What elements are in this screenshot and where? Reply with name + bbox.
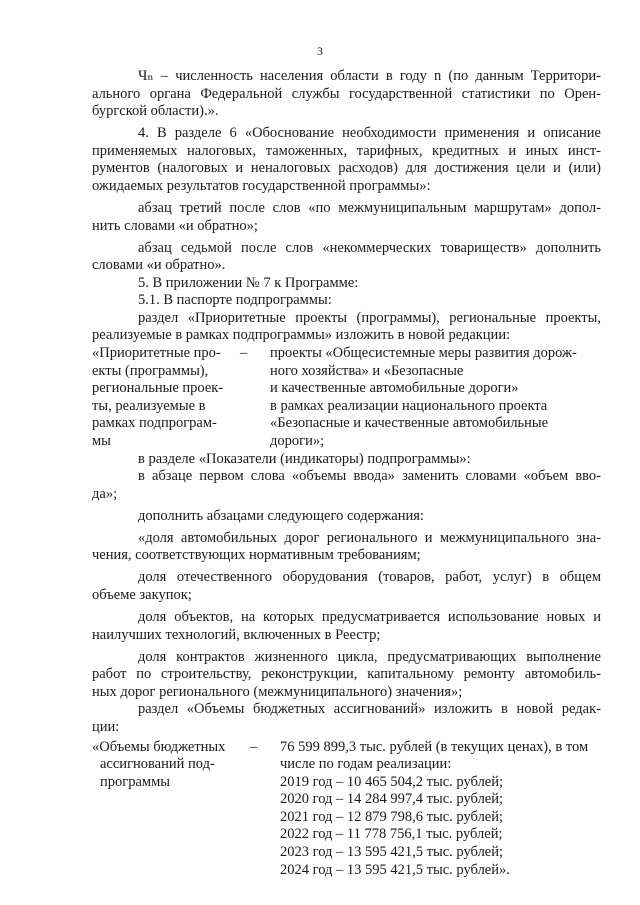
text-line: и качественные автомобильные дороги» (270, 380, 519, 397)
text-line: абзац седьмой после слов «некоммерческих товариществ» дополнить (138, 239, 601, 256)
paragraph-add-abzacs: дополнить абзацами следующего содержания: (138, 507, 424, 524)
text-line: ты, реализуемые в (92, 397, 206, 414)
text-line: в абзаце первом слова «объемы ввода» заменить словами «объем вво- (138, 468, 601, 485)
text-line: рументов (налоговых и неналоговых расходов) для достижения цели и (или) (92, 160, 601, 177)
text-line: 76 599 899,3 тыс. рублей (в текущих ценах), в том (280, 738, 589, 755)
paragraph-third-abzac (92, 200, 601, 235)
text-line: применяемых налоговых, таможенных, тарифных, кредитных и иных инст- (92, 142, 601, 159)
text-line: региональные проек- (92, 380, 224, 397)
paragraph-passport: 5.1. В паспорте подпрограммы: (138, 292, 332, 309)
budget-year-line: 2024 год – 13 595 421,5 тыс. рублей». (280, 861, 510, 878)
text-line: объеме закупок; (92, 586, 192, 603)
paragraph-indicators-section: в разделе «Показатели (индикаторы) подпрограммы»: (138, 450, 471, 467)
text-line: мы (92, 433, 111, 450)
text-line: доля контрактов жизненного цикла, предусматривающих выполнение (138, 648, 601, 665)
budget-table (92, 739, 601, 880)
text-line: абзац третий после слов «по межмуниципальным маршрутам» допол- (138, 199, 601, 216)
text-line: числе по годам реализации: (280, 756, 452, 773)
paragraph-contracts-share (92, 649, 601, 702)
text-line: работ по строительству, реконструкции, капитальному ремонту автомобиль- (92, 666, 601, 683)
budget-year-line: 2022 год – 11 778 756,1 тыс. рублей; (280, 826, 503, 843)
text-line: «Приоритетные про- (92, 345, 221, 362)
text-line: «Безопасные и качественные автомобильные (270, 415, 549, 432)
text-line: раздел «Объемы бюджетных ассигнований» изложить в новой редак- (138, 701, 601, 718)
budget-year-line: 2019 год – 10 465 504,2 тыс. рублей; (280, 773, 504, 790)
text-line: реализуемые в рамках подпрограммы» изложить в новой редакции: (92, 327, 511, 344)
paragraph-objects-share (92, 609, 601, 644)
text-line: ного хозяйства» и «Безопасные (270, 362, 464, 379)
text-line: ции: (92, 718, 120, 735)
text-line: доля отечественного оборудования (товаров, работ, услуг) в общем (138, 569, 601, 586)
budget-year-line: 2020 год – 14 284 997,4 тыс. рублей; (280, 791, 504, 808)
table-left-cell (92, 345, 234, 451)
text-line: ных дорог регионального (межмуниципального) значения»; (92, 683, 463, 700)
text-line: дороги»; (270, 433, 325, 450)
table-left-cell (92, 739, 234, 880)
text-line: ального органа Федеральной службы государственной статистики по Орен- (92, 85, 601, 102)
paragraph-first-abzac (92, 468, 601, 503)
paragraph-equipment-share (92, 569, 601, 604)
paragraph-priority-projects (92, 310, 601, 345)
table-dash: – (250, 738, 258, 755)
paragraph-budget-section (92, 701, 601, 736)
text-line: рамках подпрограм- (92, 415, 217, 432)
paragraph-appendix-7: 5. В приложении № 7 к Программе: (138, 274, 359, 291)
text-line: бургской области).». (92, 103, 219, 120)
text-line: раздел «Приоритетные проекты (программы), региональные проекты, (138, 309, 601, 326)
document-body (92, 68, 601, 879)
text-line: «доля автомобильных дорог регионального и межмуниципального зна- (138, 529, 601, 546)
text-line: нить словами «и обратно»; (92, 217, 258, 234)
paragraph-section-6 (92, 125, 601, 195)
text-line: «Объемы бюджетных (92, 738, 226, 755)
paragraph-seventh-abzac (92, 240, 601, 275)
text-line: екты (программы), (92, 362, 209, 379)
table-dash: – (240, 345, 248, 362)
paragraph-roads-share (92, 530, 601, 565)
table-right-cell (280, 739, 588, 880)
budget-year-line: 2023 год – 13 595 421,5 тыс. рублей; (280, 844, 504, 861)
text-line: ассигнований под- (100, 756, 215, 773)
text-line: в рамках реализации национального проекта (270, 397, 548, 414)
priority-projects-table (92, 345, 601, 451)
text-line: ожидаемых результатов государственной программы»: (92, 177, 431, 194)
text-line: наилучших технологий, включенных в Реестр; (92, 626, 381, 643)
text-line: чения, соответствующих нормативным требованиям; (92, 547, 421, 564)
text-line: Чₙ – численность населения области в году n (по данным Территори- (138, 68, 601, 84)
table-right-cell (270, 345, 577, 451)
text-line: проекты «Общесистемные меры развития дорож- (270, 345, 577, 362)
text-line: 4. В разделе 6 «Обоснование необходимости применения и описание (138, 125, 601, 142)
text-line: да»; (92, 485, 118, 502)
budget-year-line: 2021 год – 12 879 798,6 тыс. рублей; (280, 808, 504, 825)
page-number: 3 (317, 44, 323, 58)
text-line: программы (100, 773, 170, 790)
text-line: словами «и обратно». (92, 257, 226, 274)
paragraph-population-definition (92, 68, 601, 121)
text-line: доля объектов, на которых предусматривается использование новых и (138, 608, 601, 625)
